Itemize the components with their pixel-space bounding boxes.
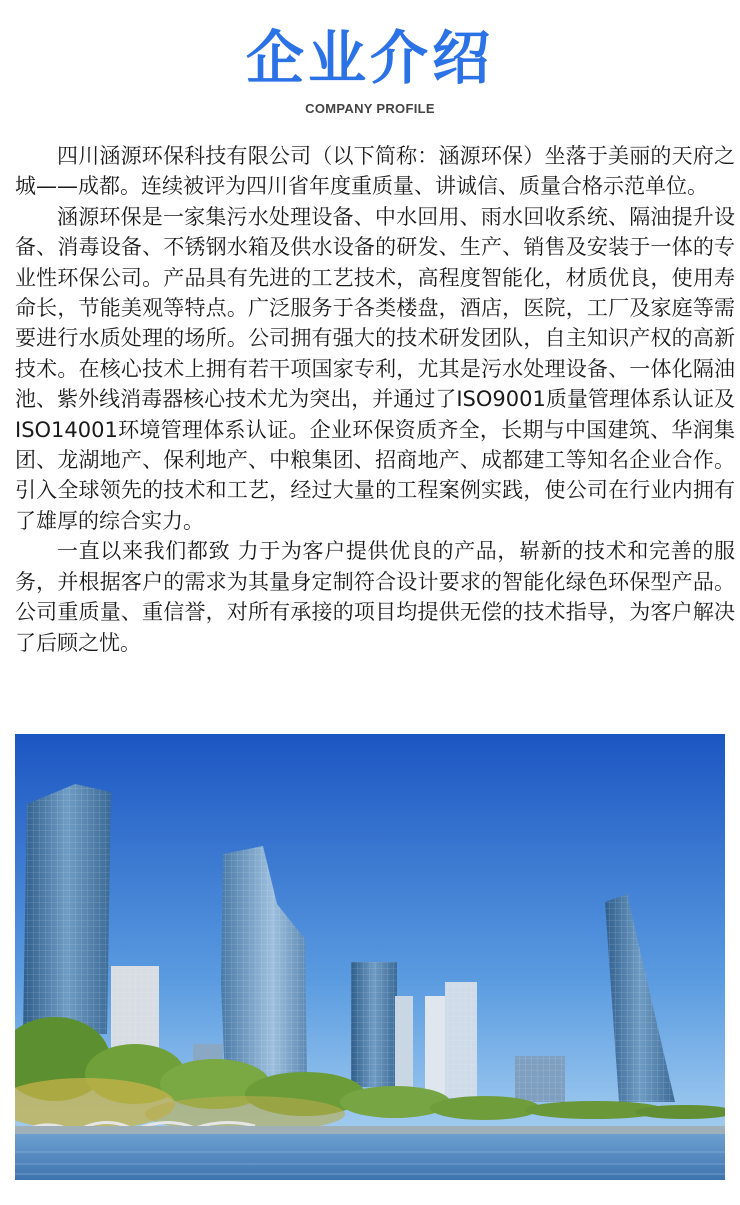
building-low-right [515,1056,565,1102]
paragraph-intro: 四川涵源环保科技有限公司（以下简称：涵源环保）坐落于美丽的天府之城——成都。连续被评为四川省年度重质量、讲诚信、质量合格示范单位。 [15,144,735,199]
water [15,1134,725,1180]
skyline-illustration [15,734,725,1180]
paragraph-business: 涵源环保是一家集污水处理设备、中水回用、雨水回收系统、隔油提升设备、消毒设备、不锈钢水箱及供水设备的研发、生产、销售及安装于一体的专业性环保公司。产品具有先进的工艺技术，高程度智能化，材质优良，使用寿命长，节能美观等特点。广泛服务于各类楼盘，酒店，医院，工厂及家庭等需要进行水质处理的场所。公司拥有强大的技术研发团队，自主知识产权的高新技术。在核心技术上拥有若干项国家专利，尤其是污水处理设备、一体化隔油池、紫外线消毒器核心技术尤为突出，并通过了ISO9001质量管理体系认证及ISO14001环境管理体系认证。企业环保资质齐全，长期与中国建筑、华润集团、龙湖地产、保利地产、中粮集团、招商地产、成都建工等知名企业合作。引入全球领先的技术和工艺，经过大量的工程案例实践，使公司在行业内拥有了雄厚的综合实力。 [15,204,735,533]
page-subtitle: COMPANY PROFILE [305,101,435,116]
paragraph-commitment: 一直以来我们都致 力于为客户提供优良的产品，崭新的技术和完善的服务，并根据客户的需求为其量身定制符合设计要求的智能化绿色环保型产品。公司重质量、重信誉，对所有承接的项目均提供无偿的技术指导，为客户解决了后顾之忧。 [15,539,735,655]
city-skyline-photo [15,734,725,1180]
building-left-tower [23,784,111,1034]
company-description [15,141,735,658]
page-title: 企业介绍 [245,24,494,92]
building-white-tower [111,966,159,1056]
